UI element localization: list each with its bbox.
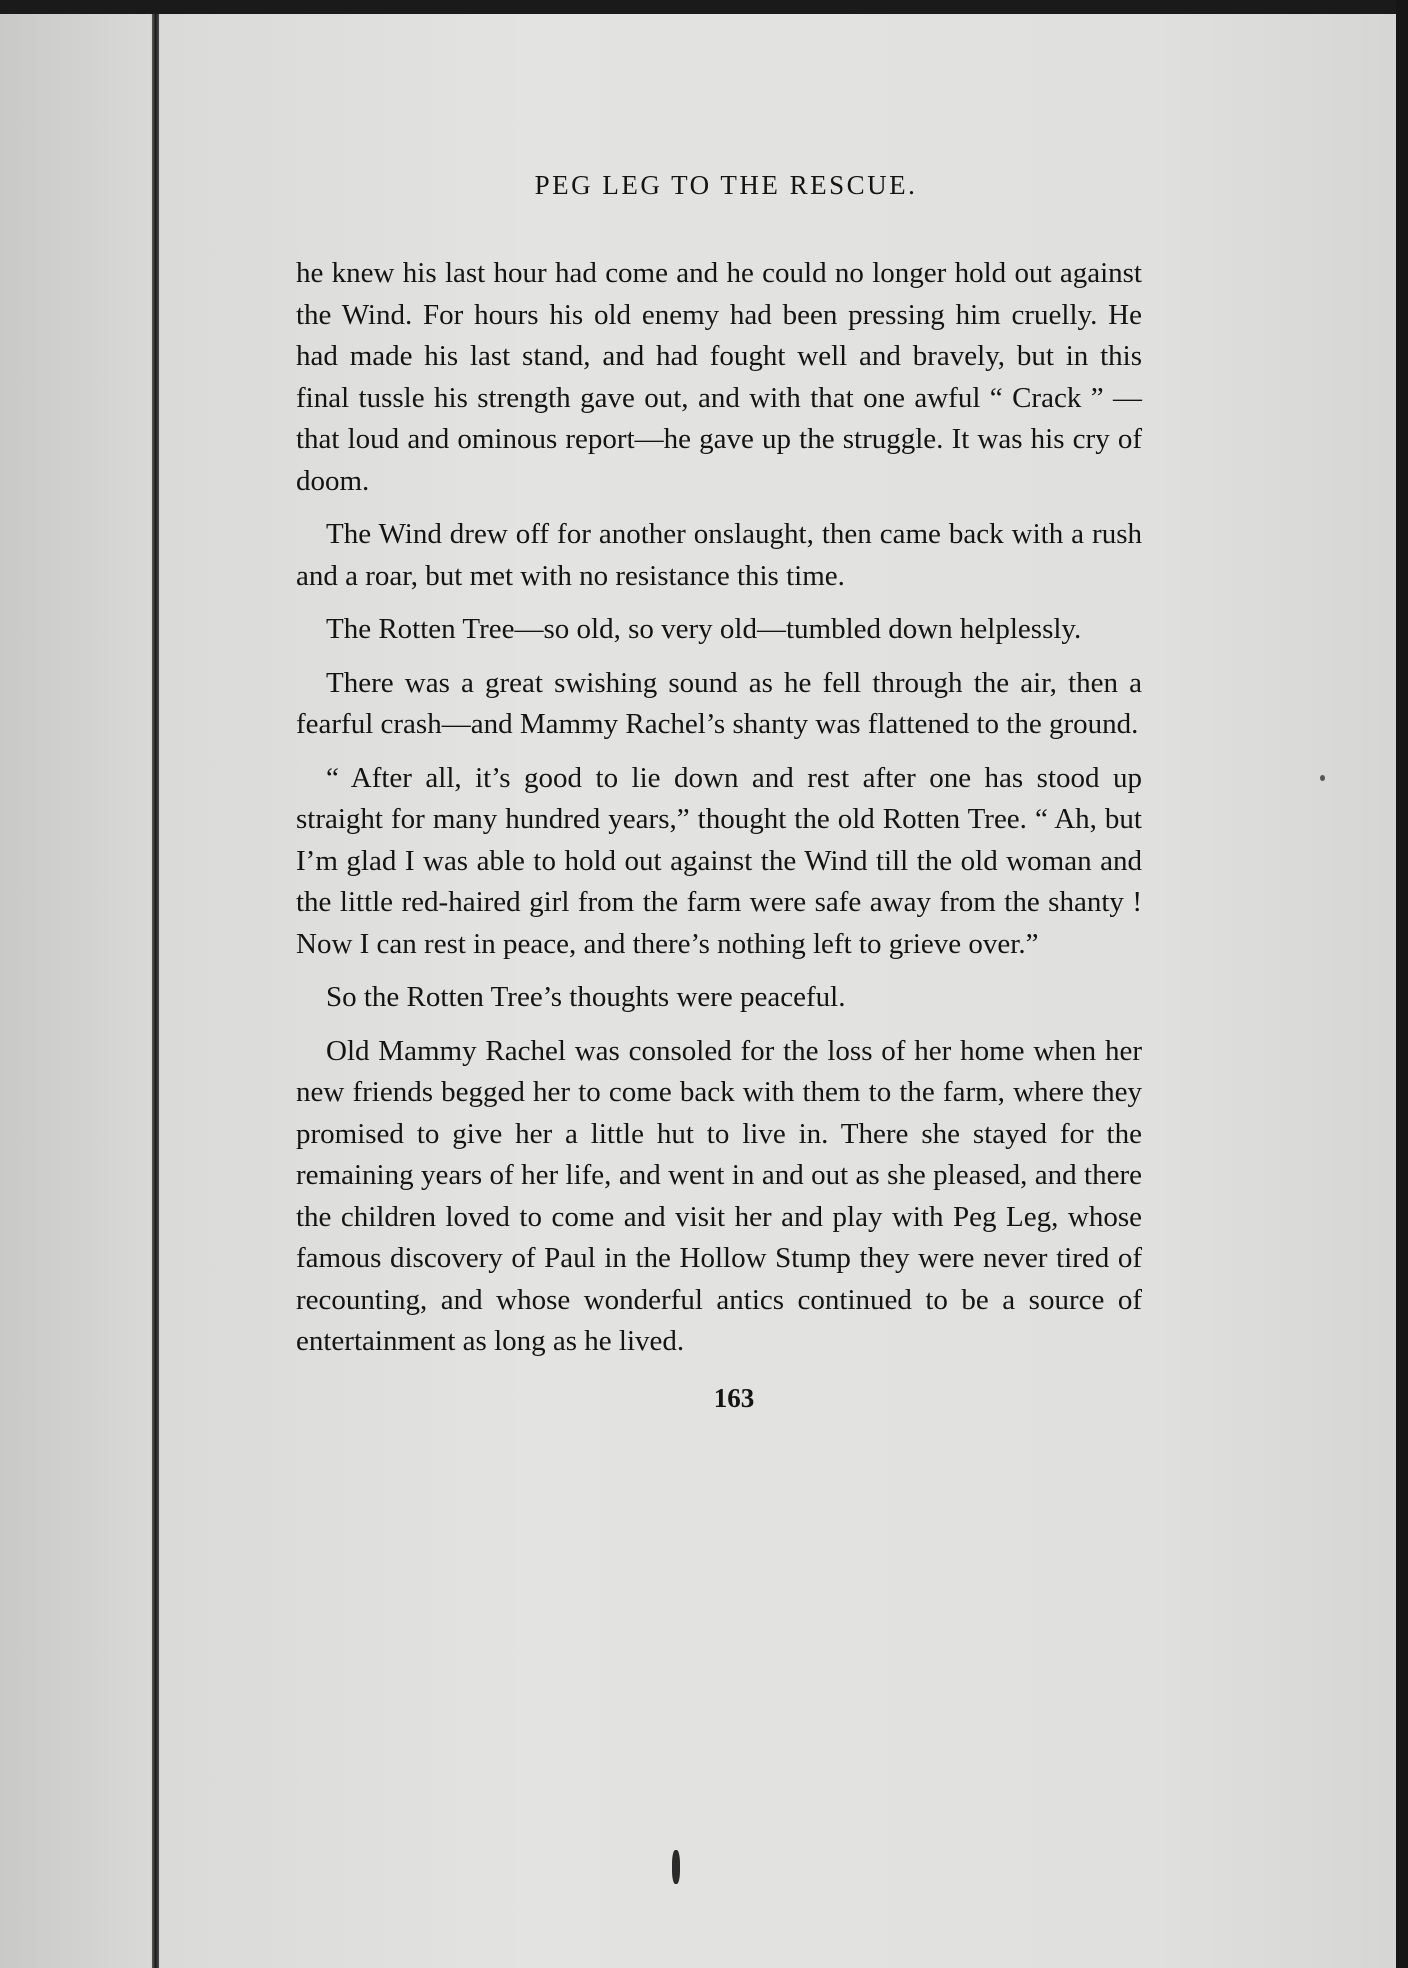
scan-smudge xyxy=(672,1850,680,1884)
scan-right-border xyxy=(1396,0,1408,1968)
book-gutter xyxy=(152,14,159,1968)
paragraph-3: The Rotten Tree—so old, so very old—tumbled down helplessly. xyxy=(326,613,1082,645)
facing-page-edge xyxy=(0,14,150,1968)
paragraph-1: he knew his last hour had come and he could no longer hold out against the Wind. For hours his old enemy had been pressing him cruelly. He had made his last stand, and had fought well and bravely, but in this final tussle his strength gave out, and with that one awful “ Crack ” —that loud and ominous report—he gave up the struggle. It was his cry of doom. xyxy=(296,257,1142,497)
scan-top-border xyxy=(0,0,1408,14)
paragraph-5: “ After all, it’s good to lie down and rest after one has stood up straight for many hundred years,” thought the old Rotten Tree. “ Ah, but I’m glad I was able to hold out against the Wind till the old woman and the little red-haired girl from the farm were safe away from the shanty ! Now I can rest in peace, and there’s nothing left to grieve over.” xyxy=(296,761,1142,960)
page-number: 163 xyxy=(713,1382,755,1413)
paragraph-7: Old Mammy Rachel was consoled for the loss of her home when her new friends begged her to come back with them to the farm, where they promised to give her a little hut to live in. There she stayed for the remaining years of her life, and went in and out as she pleased, and there the children loved to come and visit her and play with Peg Leg, whose famous discovery of Paul in the Hollow Stump they were never tired of recounting, and whose wonderful antics continued to be a source of entertainment as long as he lived. xyxy=(296,1034,1142,1357)
page-text-block xyxy=(296,172,1142,1412)
paragraph-4: There was a great swishing sound as he fell through the air, then a fearful crash—and Mammy Rachel’s shanty was flattened to the ground. xyxy=(296,666,1142,740)
scan-speck xyxy=(1320,775,1325,781)
paragraph-2: The Wind drew off for another onslaught, then came back with a rush and a roar, but met with no resistance this time. xyxy=(296,518,1142,592)
paragraph-6: So the Rotten Tree’s thoughts were peaceful. xyxy=(326,981,846,1013)
running-head: PEG LEG TO THE RESCUE. xyxy=(534,170,918,200)
